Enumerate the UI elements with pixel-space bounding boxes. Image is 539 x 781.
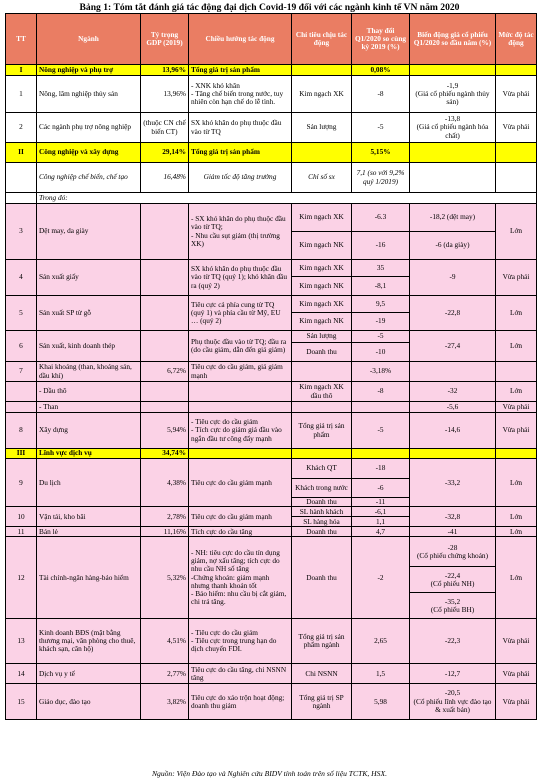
row-indicator: SL hành khách [292, 507, 352, 517]
section-share: 13,96% [141, 65, 189, 76]
row-sector: Bán lẻ [37, 527, 141, 537]
row-stock: -28 (Cổ phiếu chứng khoán) [410, 537, 496, 567]
row-sector: - Dầu thô [37, 382, 141, 402]
row-number: 3 [6, 204, 37, 260]
section-row-2 [6, 143, 537, 163]
section-share: 34,74% [141, 449, 189, 459]
row-stock: -1,9 (Giá cổ phiếu ngành thủy sản) [410, 76, 496, 113]
row-level: Lớn [496, 507, 537, 527]
table-row [6, 664, 537, 684]
row-sector: Khai khoáng (than, khoáng sản, dầu khí) [37, 362, 141, 382]
row-number: 1 [6, 76, 37, 113]
row-sector: Dệt may, da giày [37, 204, 141, 260]
row-indicator: Doanh thu [292, 537, 352, 619]
section-change: 0,08% [352, 65, 410, 76]
header-bien-dong: Biến động giá cổ phiếu Q1/2020 so đầu năm (%) [410, 14, 496, 65]
row-impact: Giảm tốc độ tăng trưởng [189, 163, 292, 193]
row-change: 7,1 (so với 9,2% quý 1/2019) [352, 163, 410, 193]
table-row [6, 76, 537, 113]
section-number: III [6, 449, 37, 459]
row-share: 4,38% [141, 459, 189, 507]
row-number: 8 [6, 413, 37, 449]
table-header-row [6, 14, 537, 65]
row-impact: Tiêu cực do cầu tăng, chi NSNN tăng [189, 664, 292, 684]
row-level: Vừa phải [496, 113, 537, 143]
row-sector: Xây dựng [37, 413, 141, 449]
table-row [6, 459, 537, 479]
table-row [6, 113, 537, 143]
row-change: -19 [352, 313, 410, 331]
row-indicator: Kim ngạch XK [292, 296, 352, 313]
table-row [6, 362, 537, 382]
row-impact: - XNK khó khăn - Tăng chế biến trong nước, tuy nhiên còn hạn chế do lễ tình. [189, 76, 292, 113]
row-stock: -22,8 [410, 296, 496, 331]
row-stock: -6 (da giày) [410, 232, 496, 260]
row-level: Vừa phải [496, 619, 537, 664]
row-level: Lớn [496, 204, 537, 260]
row-indicator: Kim ngạch XK [292, 204, 352, 232]
row-impact: Tiêu cực do cầu giảm, giá giảm mạnh [189, 362, 292, 382]
row-sector: Tài chính-ngân hàng-bảo hiểm [37, 537, 141, 619]
row-change: 35 [352, 260, 410, 277]
row-share: 16,48% [141, 163, 189, 193]
row-level: Vừa phải [496, 402, 537, 413]
row-sector: Sản xuất SP từ gỗ [37, 296, 141, 331]
row-stock: -41 [410, 527, 496, 537]
row-level: Vừa phải [496, 684, 537, 720]
table-row [6, 382, 537, 402]
row-level: Lớn [496, 296, 537, 331]
row-change: -8 [352, 382, 410, 402]
row-indicator: Chi NSNN [292, 664, 352, 684]
row-stock: -22,4 (Cổ phiếu NH) [410, 567, 496, 593]
row-change: -3,18% [352, 362, 410, 382]
row-change: -10 [352, 343, 410, 362]
row-stock: -18,2 (dệt may) [410, 204, 496, 232]
row-share: 5,32% [141, 537, 189, 619]
row-indicator: Khách QT [292, 459, 352, 479]
row-stock: -32 [410, 382, 496, 402]
row-indicator: Kim ngạch XK [292, 260, 352, 277]
row-indicator: Doanh thu [292, 527, 352, 537]
row-share: 3,82% [141, 684, 189, 720]
table-row [6, 527, 537, 537]
row-sector: Nông, lâm nghiệp thủy sản [37, 76, 141, 113]
row-stock: -14,6 [410, 413, 496, 449]
row-level: Vừa phải [496, 260, 537, 296]
row-change: 4,7 [352, 527, 410, 537]
section-number: I [6, 65, 37, 76]
row-impact: - NH: tiêu cực do cầu tín dụng giảm, nợ xấu tăng; tích cực do nhu cầu NH số tăng -Chứng khoán: giảm mạnh nhưng thanh khoản tốt - Bảo hiểm: nhu cầu bị cắt giảm, chi trả tăng. [189, 537, 292, 619]
table-row [6, 260, 537, 277]
table-row [6, 402, 537, 413]
row-indicator: Chỉ số sx [292, 163, 352, 193]
row-change: -6,1 [352, 507, 410, 517]
section-impact: Tổng giá trị sản phẩm [189, 143, 292, 163]
row-change: 9,5 [352, 296, 410, 313]
row-change: -5 [352, 331, 410, 343]
header-thay-doi: Thay đổi Q1/2020 so cùng kỳ 2019 (%) [352, 14, 410, 65]
row-level: Vừa phải [496, 76, 537, 113]
table-title: Bảng 1: Tóm tắt đánh giá tác động đại dịch Covid-19 đối với các ngành kinh tế VN năm 2020 [79, 2, 460, 13]
row-level: Vừa phải [496, 413, 537, 449]
table-row [6, 296, 537, 313]
row-impact: - Tiêu cực do cầu giảm - Tích cực do giảm giá đầu vào ngắn đầu tư công đẩy mạnh [189, 413, 292, 449]
section-name: Lĩnh vực dịch vụ [37, 449, 141, 459]
row-number: 7 [6, 362, 37, 382]
section-change: 5,15% [352, 143, 410, 163]
row-sector: - Than [37, 402, 141, 413]
row-change: -5 [352, 413, 410, 449]
row-sector: Dịch vụ y tế [37, 664, 141, 684]
row-share: 2,77% [141, 664, 189, 684]
row-number: 2 [6, 113, 37, 143]
header-tt: TT [6, 14, 37, 65]
row-number: 13 [6, 619, 37, 664]
row-indicator: Tổng giá trị sản phẩm [292, 413, 352, 449]
section-name: Công nghiệp và xây dựng [37, 143, 141, 163]
row-number: 15 [6, 684, 37, 720]
row-change: -18 [352, 459, 410, 479]
section-share: 29,14% [141, 143, 189, 163]
impact-table [5, 13, 537, 720]
row-change: -11 [352, 498, 410, 507]
row-impact: Tích cực do cầu tăng [189, 527, 292, 537]
row-share: 11,16% [141, 527, 189, 537]
header-chi-tieu: Chỉ tiêu chịu tác động [292, 14, 352, 65]
row-impact: Tiêu cực do xáo trộn hoạt động; doanh thu giảm [189, 684, 292, 720]
row-sector: Các ngành phụ trợ nông nghiệp [37, 113, 141, 143]
row-impact: - SX khó khăn do phụ thuộc đầu vào từ TQ; - Nhu cầu sụt giảm (thị trường XK) [189, 204, 292, 260]
row-stock: -22,3 [410, 619, 496, 664]
row-change: -16 [352, 232, 410, 260]
row-number: 9 [6, 459, 37, 507]
row-indicator: Kim ngạch XK [292, 76, 352, 113]
row-stock: -20,5 (Cổ phiếu lĩnh vực đào tạo & xuất bản) [410, 684, 496, 720]
row-stock: -13,8 (Giá cổ phiếu ngành hóa chất) [410, 113, 496, 143]
row-number: 4 [6, 260, 37, 296]
row-impact: - Tiêu cực do cầu giảm - Tiêu cực trong trung hạn do dịch chuyển FDI. [189, 619, 292, 664]
row-share: 13,96% [141, 76, 189, 113]
row-change: -6.3 [352, 204, 410, 232]
table-row [6, 537, 537, 567]
row-share: 4,51% [141, 619, 189, 664]
row-impact: SX khó khăn do phụ thuộc đầu vào từ TQ (quý 1); khó khăn đầu ra (quý 2) [189, 260, 292, 296]
row-share: 2,78% [141, 507, 189, 527]
row-sector: Công nghiệp chế biến, chế tạo [37, 163, 141, 193]
row-sector: Du lịch [37, 459, 141, 507]
row-indicator: Kim ngạch XK dầu thô [292, 382, 352, 402]
row-level: Vừa phải [496, 664, 537, 684]
row-share: (thuộc CN chế biến CT) [141, 113, 189, 143]
row-share: 5,94% [141, 413, 189, 449]
row-impact: Tiêu cực cả phía cung từ TQ (quý 1) và phía cầu từ Mỹ, EU … (quý 2) [189, 296, 292, 331]
header-muc-do: Mức độ tác động [496, 14, 537, 65]
row-change: -8,1 [352, 277, 410, 296]
row-change: 1,5 [352, 664, 410, 684]
row-change: -8 [352, 76, 410, 113]
trong-do-label: Trong đó: [37, 193, 537, 204]
row-number: 11 [6, 527, 37, 537]
row-sector: Sản xuất giấy [37, 260, 141, 296]
row-indicator: Tổng giá trị sản phẩm ngành [292, 619, 352, 664]
row-number: 10 [6, 507, 37, 527]
row-indicator: Doanh thu [292, 343, 352, 362]
row-stock: -9 [410, 260, 496, 296]
row-impact: Tiêu cực do cầu giảm mạnh [189, 507, 292, 527]
row-change: -2 [352, 537, 410, 619]
row-share: 6,72% [141, 362, 189, 382]
row-indicator: Khách trong nước [292, 479, 352, 498]
section-name: Nông nghiệp và phụ trợ [37, 65, 141, 76]
trong-do-row [6, 193, 537, 204]
row-stock: -32,8 [410, 507, 496, 527]
row-level: Lớn [496, 537, 537, 619]
row-change: 5,98 [352, 684, 410, 720]
row-number: 12 [6, 537, 37, 619]
row-stock: -27,4 [410, 331, 496, 362]
row-indicator: Doanh thu [292, 498, 352, 507]
row-change: -6 [352, 479, 410, 498]
section-row-3 [6, 449, 537, 459]
row-change: 1,1 [352, 517, 410, 527]
row-indicator: Kim ngạch NK [292, 313, 352, 331]
table-row [6, 331, 537, 343]
row-indicator: Tổng giá trị SP ngành [292, 684, 352, 720]
section-impact: Tổng giá trị sản phẩm [189, 65, 292, 76]
row-impact: Tiêu cực do cầu giảm mạnh [189, 459, 292, 507]
row-level: Lớn [496, 382, 537, 402]
row-number: 14 [6, 664, 37, 684]
row-indicator: Sản lượng [292, 113, 352, 143]
row-change: -5 [352, 113, 410, 143]
row-level: Lớn [496, 459, 537, 507]
row-indicator: SL hàng hóa [292, 517, 352, 527]
row-impact: Phụ thuộc đầu vào từ TQ; đầu ra (do cầu giảm, dẫn đến giá giảm) [189, 331, 292, 362]
table-row [6, 204, 537, 232]
row-impact: SX khó khăn do phụ thuộc đầu vào từ TQ [189, 113, 292, 143]
row-change: 2,65 [352, 619, 410, 664]
row-stock: -5,6 [410, 402, 496, 413]
row-level: Lớn [496, 331, 537, 362]
table-row [6, 684, 537, 720]
section-number: II [6, 143, 37, 163]
header-ty-trong: Tỷ trọng GDP (2019) [141, 14, 189, 65]
table-row [6, 413, 537, 449]
section-row-1 [6, 65, 537, 76]
row-level: Lớn [496, 527, 537, 537]
row-number: 5 [6, 296, 37, 331]
row-stock: -12,7 [410, 664, 496, 684]
row-number: 6 [6, 331, 37, 362]
row-sector: Vận tải, kho bãi [37, 507, 141, 527]
header-chieu-huong: Chiều hướng tác động [189, 14, 292, 65]
row-stock: -33,2 [410, 459, 496, 507]
row-sector: Giáo dục, đào tạo [37, 684, 141, 720]
table-row [6, 619, 537, 664]
row-indicator: Kim ngạch NK [292, 277, 352, 296]
row-indicator: Kim ngạch NK [292, 232, 352, 260]
header-nganh: Ngành [37, 14, 141, 65]
row-sector: Kinh doanh BĐS (mặt bằng thương mại, văn phòng cho thuê, khách sạn, căn hộ) [37, 619, 141, 664]
source-note: Nguồn: Viện Đào tạo và Nghiên cứu BIDV tính toán trên số liệu TCTK, HSX. [151, 769, 388, 778]
row-stock: -35,2 (Cổ phiếu BH) [410, 593, 496, 619]
table-row [6, 507, 537, 517]
row-sector: Sản xuất, kinh doanh thép [37, 331, 141, 362]
row-indicator: Sản lượng [292, 331, 352, 343]
subtotal-row [6, 163, 537, 193]
